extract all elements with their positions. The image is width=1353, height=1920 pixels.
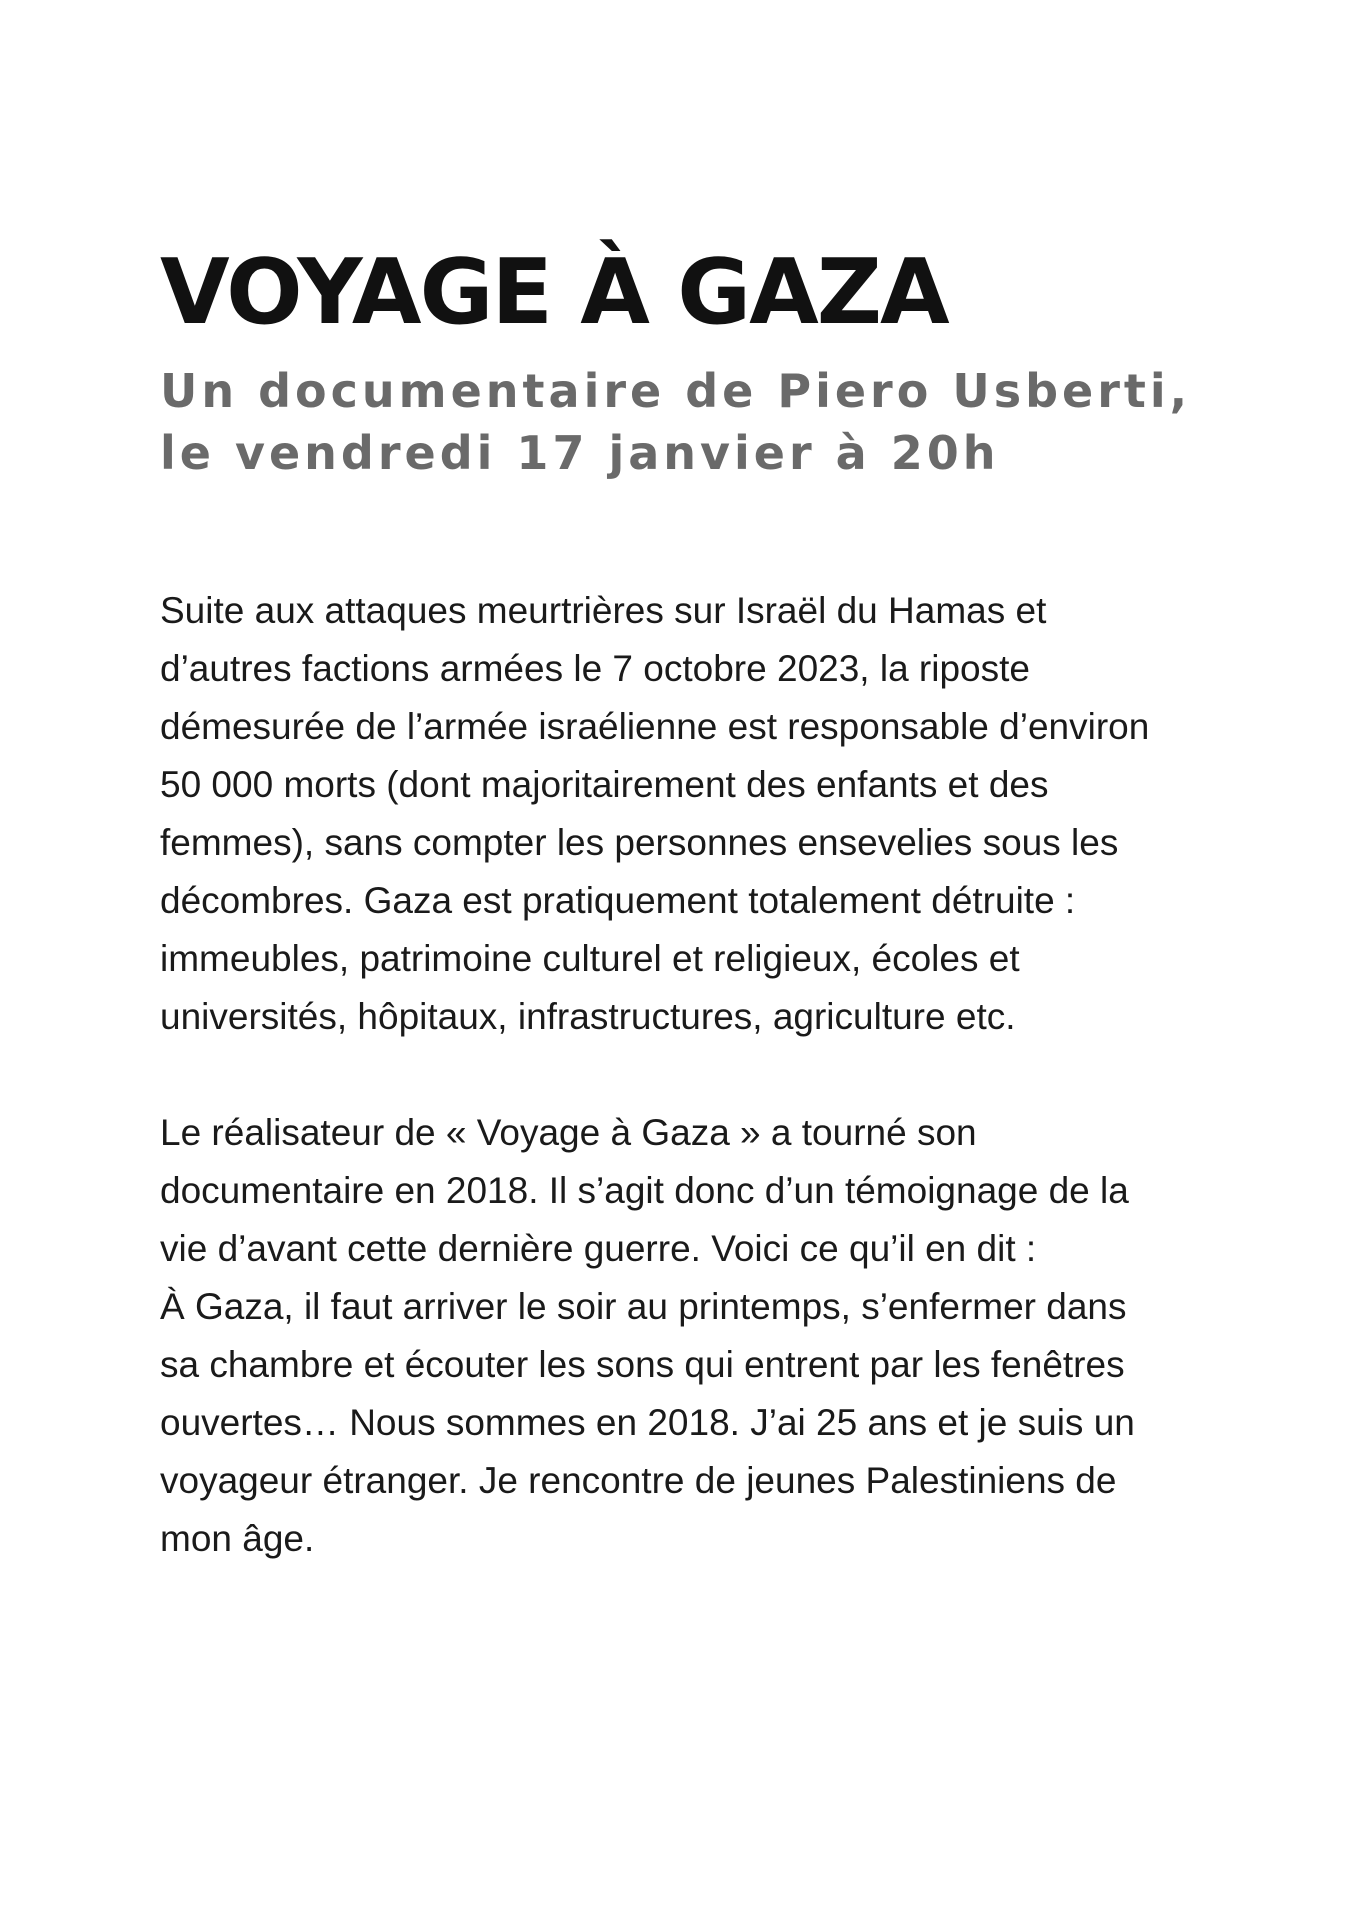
body-text — [160, 582, 1270, 1568]
document-content — [160, 238, 1270, 1568]
paragraph-director — [160, 1104, 1270, 1568]
text-line: À Gaza, il faut arriver le soir au printemps, s’enfermer dans — [160, 1286, 1127, 1327]
text-line: immeubles, patrimoine culturel et religieux, écoles et — [160, 938, 1020, 979]
text-line: ouvertes… Nous sommes en 2018. J’ai 25 ans et je suis un — [160, 1402, 1135, 1443]
text-line: Le réalisateur de « Voyage à Gaza » a tourné son — [160, 1112, 977, 1153]
text-line: documentaire en 2018. Il s’agit donc d’un témoignage de la — [160, 1170, 1129, 1211]
text-line: Suite aux attaques meurtrières sur Israël du Hamas et — [160, 590, 1047, 631]
subtitle-line: Un documentaire de Piero Usberti, — [160, 364, 1192, 418]
page-title: VOYAGE À GAZA — [160, 240, 948, 345]
text-line: sa chambre et écouter les sons qui entrent par les fenêtres — [160, 1344, 1125, 1385]
text-line: décombres. Gaza est pratiquement totalement détruite : — [160, 880, 1076, 921]
text-line: universités, hôpitaux, infrastructures, agriculture etc. — [160, 996, 1016, 1037]
text-line: vie d’avant cette dernière guerre. Voici ce qu’il en dit : — [160, 1228, 1037, 1269]
text-line: 50 000 morts (dont majoritairement des enfants et des — [160, 764, 1049, 805]
text-line: démesurée de l’armée israélienne est responsable d’environ — [160, 706, 1150, 747]
text-line: voyageur étranger. Je rencontre de jeunes Palestiniens de — [160, 1460, 1117, 1501]
text-line: d’autres factions armées le 7 octobre 2023, la riposte — [160, 648, 1030, 689]
text-line: femmes), sans compter les personnes ensevelies sous les — [160, 822, 1119, 863]
subtitle-line: le vendredi 17 janvier à 20h — [160, 426, 1000, 480]
text-line: mon âge. — [160, 1518, 315, 1559]
paragraph-context — [160, 582, 1270, 1046]
page-subtitle — [160, 360, 1270, 484]
